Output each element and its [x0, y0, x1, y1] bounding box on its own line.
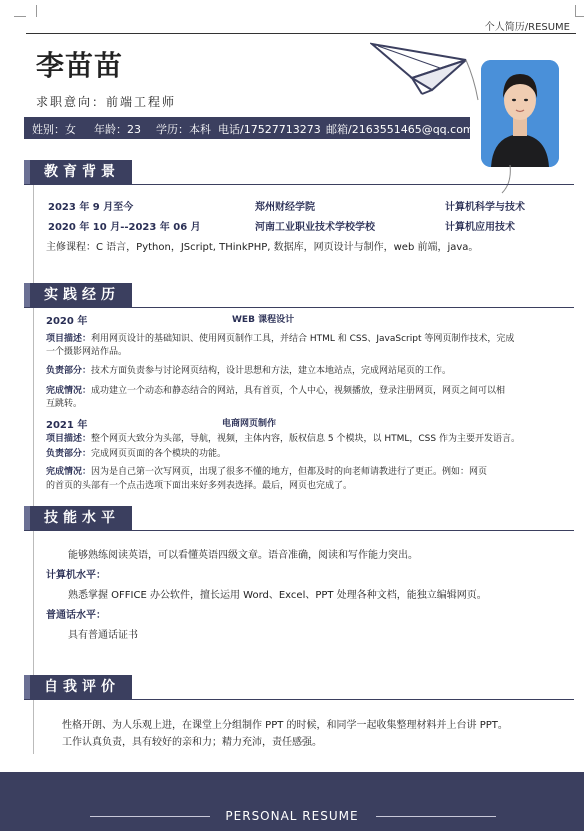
label-desc-2: 项目描述：: [46, 434, 92, 444]
self-divider: [24, 699, 574, 700]
project-desc-1a: 利用网页设计的基础知识、使用网页制作工具，并结合 HTML 和 CSS、JavaScript 等网页制作技术，完成: [91, 334, 515, 344]
project-resp-2: 完成网页页面的各个模块的功能。: [91, 449, 227, 459]
project-done-2a: 因为是自己第一次写网页，出现了很多不懂的地方，但都及时的向老师请教进行了更正。例如：网页: [91, 467, 488, 477]
education-section-title: 教育背景: [24, 160, 132, 184]
education-text: 学历：本科: [156, 123, 211, 136]
project-name-2: 电商网页制作: [222, 419, 277, 429]
skill-mandarin-label: 普通话水平：: [46, 610, 106, 621]
self-section-title: 自我评价: [24, 675, 132, 699]
header-divider: [26, 33, 576, 34]
edu-major-2: 计算机应用技术: [445, 222, 515, 233]
self-eval-line-1: 性格开朗、为人乐观上进，在课堂上分组制作 PPT 的时候，和同学一起收集整理材料并上台讲 PPT。: [62, 720, 508, 731]
project-year-2: 2021 年: [46, 420, 88, 431]
personal-info-bar: [24, 117, 474, 139]
skill-english: 能够熟练阅读英语，可以看懂英语四级文章。语音准确，阅读和写作能力突出。: [68, 550, 418, 561]
candidate-name: 李苗苗: [36, 49, 124, 82]
person-photo-icon: [481, 60, 559, 167]
connector-curve: [500, 165, 520, 195]
resume-top-label: 个人简历/RESUME: [484, 22, 570, 33]
edu-date-1: 2023 年 9 月至今: [48, 202, 134, 213]
label-desc: 项目描述：: [46, 334, 92, 344]
footer-rule-right: [376, 816, 496, 817]
phone-text: 电话/17527713273: [218, 123, 321, 136]
project-done-1a: 成功建立一个动态和静态结合的网站，具有首页，个人中心，视频播放，登录注册网页，网页之间可以相: [91, 386, 506, 396]
practice-section-title: 实践经历: [24, 283, 132, 307]
project-year-1: 2020 年: [46, 316, 88, 327]
education-divider: [24, 184, 574, 185]
project-done-1b: 互跳转。: [46, 399, 83, 409]
edu-school-2: 河南工业职业技术学校学校: [255, 222, 375, 233]
profile-photo: [481, 60, 559, 167]
footer-text: PERSONAL RESUME: [225, 809, 359, 823]
edu-date-2: 2020 年 10 月--2023 年 06 月: [48, 222, 201, 233]
self-eval-line-2: 工作认真负责，具有较好的亲和力；精力充沛，责任感强。: [62, 737, 322, 748]
footer-band: [0, 772, 584, 831]
skill-computer: 熟悉掌握 OFFICE 办公软件，擅长运用 Word、Excel、PPT 处理各种文档，能独立编辑网页。: [68, 590, 487, 601]
age-text: 年龄：23: [94, 123, 141, 136]
skills-section-title: 技能水平: [24, 506, 132, 530]
edu-courses: 主修课程：C 语言，Python，JScript, THinkPHP, 数据库，网页设计与制作，web 前端，java。: [46, 242, 479, 253]
label-resp: 负责部分：: [46, 366, 92, 376]
project-name-1: WEB 课程设计: [232, 315, 295, 325]
crop-mark: [576, 16, 584, 17]
edu-major-1: 计算机科学与技术: [445, 202, 525, 213]
gender-text: 姓别：女: [32, 123, 76, 136]
paper-plane-icon: [370, 38, 480, 108]
project-resp-1: 技术方面负责参与讨论网页结构，设计思想和方法，建立本地站点，完成网站尾页的工作。: [91, 366, 452, 376]
skill-computer-label: 计算机水平：: [46, 570, 106, 581]
crop-mark: [14, 16, 26, 17]
crop-mark: [26, 5, 37, 17]
edu-school-1: 郑州财经学院: [255, 202, 315, 213]
label-resp-2: 负责部分：: [46, 449, 92, 459]
project-done-2b: 的首页的头部有一个点击选项下面出来好多列表选择。最后，网页也完成了。: [46, 481, 353, 491]
email-text: 邮箱/2163551465@qq.com: [326, 123, 474, 136]
skill-mandarin: 具有普通话证书: [68, 630, 138, 641]
job-target: 求职意向：前端工程师: [36, 95, 177, 109]
practice-divider: [24, 307, 574, 308]
project-desc-1b: 一个摄影网站作品。: [46, 347, 128, 357]
timeline-rule: [33, 162, 34, 754]
label-done: 完成情况：: [46, 386, 92, 396]
project-desc-2: 整个网页大致分为头部，导航，视频，主体内容，版权信息 5 个模块，以 HTML，CSS 作为主要开发语言。: [91, 434, 520, 444]
skills-divider: [24, 530, 574, 531]
label-done-2: 完成情况：: [46, 467, 92, 477]
